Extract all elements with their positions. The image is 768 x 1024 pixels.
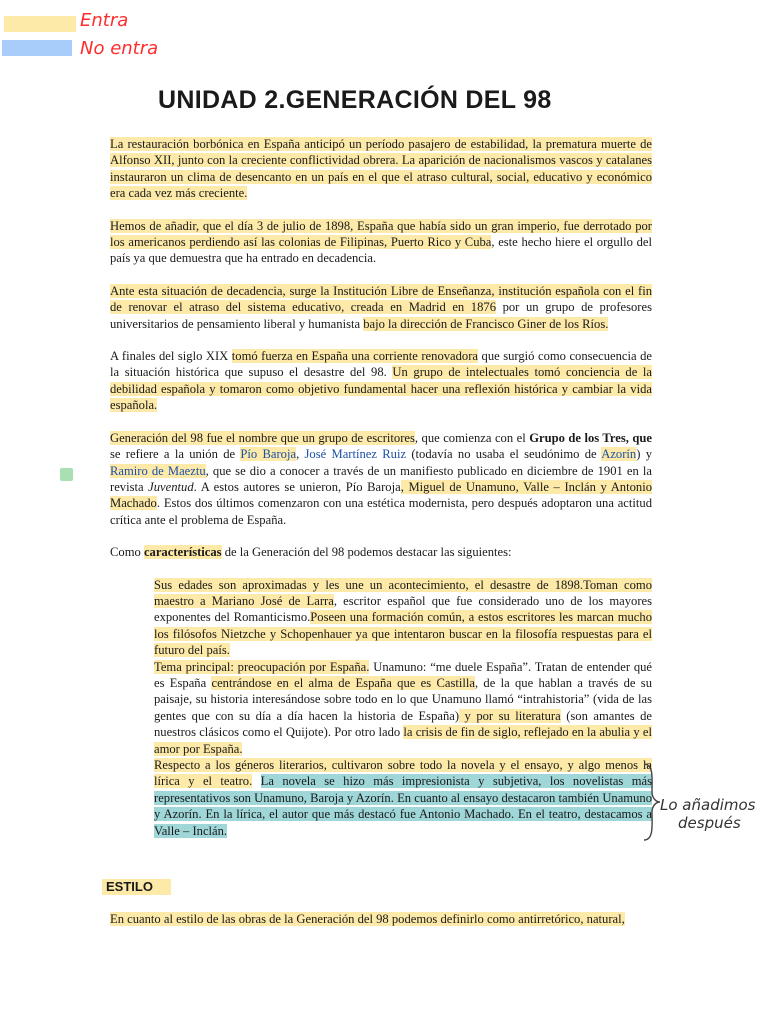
highlighted-text: Ante esta situación de decadencia, surge la Institución Libre de Enseñanza, institución española con el fin de renovar el atraso del sistema educativo, creada en Madrid en 1876 — [110, 283, 652, 315]
characteristics-list — [154, 577, 652, 840]
highlighted-text: Un grupo de intelectuales tomó conciencia de la debilidad española y tomaron como objetivo fundamental hacer una reflexión histórica y cambiar la vida española. — [110, 365, 652, 413]
plain-text: , — [296, 447, 305, 462]
plain-text — [252, 774, 260, 788]
sticky-note-marker — [60, 468, 73, 481]
plain-text: Unamuno: “me duele España”. Tratan de entender qué es España — [154, 659, 653, 690]
list-item — [154, 577, 652, 659]
highlighted-text: bajo la dirección de Francisco Giner de los Ríos. — [363, 316, 609, 331]
handwritten-note — [660, 796, 756, 832]
paragraph-generacion — [110, 430, 652, 528]
plain-text: , escritor español que fue considerado uno de los mayores exponentes del Romanticismo. — [154, 593, 653, 625]
note-line: Lo añadimos — [660, 796, 756, 814]
list-item — [154, 659, 652, 757]
plain-text: (son amantes de nuestros clásicos como el Quijote). Por otro lado — [154, 708, 652, 740]
section-heading: ESTILO — [102, 879, 171, 895]
highlighted-text: Poseen una formación común, a estos escritores les marcan mucho los filósofos Nietzche y Schopenhauer ya que intentaron buscar en la filosofía respuestas para el futuro del país. — [154, 610, 652, 658]
document-body — [106, 136, 653, 944]
plain-text: (todavía no usaba el seudónimo de — [406, 447, 602, 462]
highlighted-text: centrándose en el alma de España que es Castilla — [211, 675, 475, 690]
highlighted-text: tomó fuerza en España una corriente renovadora — [231, 349, 479, 364]
legend-swatch-entra — [4, 16, 76, 32]
plain-text: Como — [110, 545, 144, 560]
author-link-ramiro-de-maeztu[interactable]: Ramiro de Maeztu — [110, 463, 206, 478]
blue-highlighted-text: La novela se hizo más impresionista y subjetiva, los novelistas más representativos son Unamuno, Baroja y Azorín. En cuanto al ensayo destacaron también Unamuno y Azorín. En la lírica, el autor que más destacó fue Antonio Machado. En el teatro, destacamos a Valle – Inclán. — [154, 774, 652, 838]
highlighted-text: la crisis de fin de siglo, reflejado en la abulia y el amor por España. — [154, 725, 652, 756]
bold-highlighted-text: características — [143, 545, 222, 560]
plain-text: . A estos autores se unieron, Pío Baroja — [193, 479, 401, 494]
plain-text: ) y — [636, 447, 652, 462]
legend-label-entra: Entra — [80, 10, 129, 31]
plain-text: , este hecho hiere el orgullo del país ya que demuestra que ha entrado en decadencia. — [110, 235, 652, 266]
list-item — [154, 757, 652, 839]
page-title: UNIDAD 2.GENERACIÓN DEL 98 — [158, 86, 552, 114]
highlighted-text: y por su literatura — [459, 708, 561, 723]
paragraph-restauracion — [110, 136, 652, 202]
plain-text: , que comienza con el — [414, 430, 530, 445]
highlighted-text: Sus edades son aproximadas y les une un acontecimiento, el desastre de 1898.Toman como maestro a Mariano José de Larra — [154, 577, 652, 608]
section-heading-estilo — [106, 879, 652, 895]
plain-text: . Estos dos últimos comenzaron con una estética modernista, pero después adoptaron una actitud crítica ante el problema de España. — [110, 496, 652, 527]
author-link-azorin[interactable]: Azorín — [601, 447, 637, 462]
highlighted-text: Hemos de añadir, que el día 3 de julio de 1898, España que había sido un gran imperio, fue derrotado por los americanos perdiendo así las colonias de Filipinas, Puerto Rico y Cuba — [110, 218, 652, 250]
highlighted-text: , Miguel de Unamuno, Valle – Inclán y Antonio Machado — [110, 479, 652, 511]
paragraph-caracteristicas-intro — [110, 544, 652, 560]
highlighted-text: Respecto a los géneros literarios, cultivaron sobre todo la novela y el ensayo, y algo menos la lírica y el teatro. — [154, 758, 652, 789]
legend-label-no-entra: No entra — [80, 38, 159, 59]
plain-text: , de la que hablan a través de su paisaje, su historia interesándose sobre todo en lo que Unamuno llamó “intrahistoria” (vida de las gentes que con su día a día hacen la historia de España) — [154, 675, 653, 723]
author-link-jose-martinez-ruiz[interactable]: José Martínez Ruiz — [304, 447, 407, 462]
plain-text: de la Generación del 98 podemos destacar las siguientes: — [221, 545, 512, 560]
bold-text: Grupo de los Tres, que — [529, 430, 652, 445]
italic-text: Juventud — [148, 479, 194, 494]
paragraph-corriente — [110, 348, 652, 414]
plain-text: , que se dio a conocer a través de un manifiesto publicado en diciembre de 1901 en la revista — [110, 463, 652, 494]
highlighted-text: Tema principal: preocupación por España. — [154, 659, 370, 674]
paragraph-estilo — [110, 911, 652, 927]
plain-text: A finales del siglo XIX — [110, 349, 232, 364]
plain-text: por un grupo de profesores universitarios de pensamiento liberal y humanista — [110, 300, 652, 331]
author-link-pio-baroja[interactable]: Pío Baroja — [240, 447, 297, 462]
plain-text: que surgió como consecuencia de la situación histórica que supuso el desastre del 98. — [110, 349, 652, 380]
highlighted-text: En cuanto al estilo de las obras de la Generación del 98 podemos definirlo como antirretórico, natural, — [110, 912, 625, 927]
paragraph-institucion — [110, 283, 652, 332]
paragraph-desastre — [110, 218, 652, 267]
legend-swatch-no-entra — [2, 40, 72, 56]
highlighted-text: Generación del 98 fue el nombre que un grupo de escritores — [110, 430, 415, 445]
plain-text: se refiere a la unión de — [110, 447, 241, 462]
highlighted-text: La restauración borbónica en España anticipó un período pasajero de estabilidad, la prematura muerte de Alfonso XII, junto con la creciente conflictividad obrera. La aparición de nacionalismos vascos y catalanes instauraron un clima de desencanto en un país en el que el atraso cultural, social, educativo y económico era cada vez más creciente. — [110, 137, 652, 201]
note-line: después — [678, 814, 741, 832]
